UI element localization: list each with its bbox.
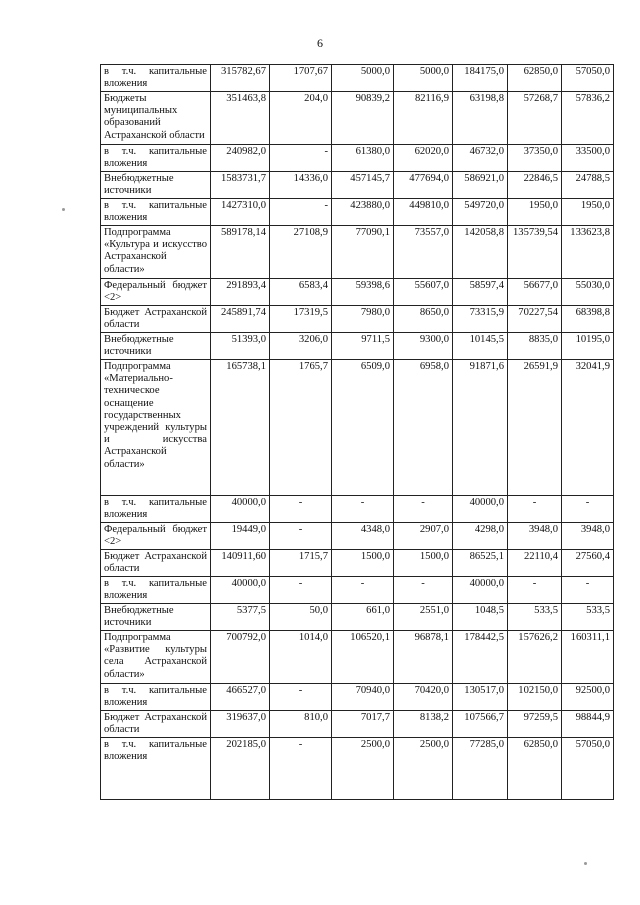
cell-value: 661,0 — [332, 604, 394, 631]
cell-value: 40000,0 — [453, 496, 508, 523]
row-label: в т.ч. капитальные вложения — [101, 738, 211, 800]
cell-value: 17319,5 — [270, 306, 332, 333]
cell-value: 204,0 — [270, 92, 332, 145]
cell-value: 33500,0 — [562, 145, 614, 172]
cell-value: 61380,0 — [332, 145, 394, 172]
table-row — [101, 550, 614, 577]
cell-value: 77285,0 — [453, 738, 508, 800]
table-row — [101, 738, 614, 800]
row-label: в т.ч. капитальные вложения — [101, 65, 211, 92]
cell-value: 1500,0 — [332, 550, 394, 577]
cell-total: 466527,0 — [211, 684, 270, 711]
cell-value: 10145,5 — [453, 333, 508, 360]
cell-total: 240982,0 — [211, 145, 270, 172]
row-label: Подпрограмма «Культура и искусство Астраханской области» — [101, 226, 211, 279]
table-row — [101, 523, 614, 550]
cell-value: 22846,5 — [508, 172, 562, 199]
cell-value: - — [270, 738, 332, 800]
row-label: Бюджет Астраханской области — [101, 306, 211, 333]
cell-value: 40000,0 — [453, 577, 508, 604]
cell-value: 160311,1 — [562, 631, 614, 684]
row-label: Внебюджетные источники — [101, 333, 211, 360]
row-label: в т.ч. капитальные вложения — [101, 199, 211, 226]
cell-value: 27560,4 — [562, 550, 614, 577]
row-label: Федеральный бюджет <2> — [101, 523, 211, 550]
table-row — [101, 279, 614, 306]
cell-value: 92500,0 — [562, 684, 614, 711]
table-row — [101, 172, 614, 199]
cell-value: 56677,0 — [508, 279, 562, 306]
cell-value: 533,5 — [508, 604, 562, 631]
cell-value: 8650,0 — [394, 306, 453, 333]
row-label: Бюджеты муниципальных образований Астраханской области — [101, 92, 211, 145]
cell-value: 73557,0 — [394, 226, 453, 279]
cell-value: 37350,0 — [508, 145, 562, 172]
cell-value: 55607,0 — [394, 279, 453, 306]
cell-value: 70420,0 — [394, 684, 453, 711]
cell-value: 135739,54 — [508, 226, 562, 279]
cell-value: 90839,2 — [332, 92, 394, 145]
cell-value: - — [270, 496, 332, 523]
scan-speck — [584, 862, 587, 865]
cell-value: - — [332, 577, 394, 604]
table-row — [101, 360, 614, 496]
cell-value: 477694,0 — [394, 172, 453, 199]
table-row — [101, 92, 614, 145]
cell-value: 57050,0 — [562, 738, 614, 800]
cell-value: 449810,0 — [394, 199, 453, 226]
cell-value: - — [270, 145, 332, 172]
cell-total: 1427310,0 — [211, 199, 270, 226]
cell-total: 315782,67 — [211, 65, 270, 92]
cell-value: 1707,67 — [270, 65, 332, 92]
cell-value: 4348,0 — [332, 523, 394, 550]
cell-value: - — [508, 577, 562, 604]
cell-value: 2907,0 — [394, 523, 453, 550]
table-row — [101, 604, 614, 631]
cell-value: 810,0 — [270, 711, 332, 738]
cell-value: 106520,1 — [332, 631, 394, 684]
cell-value: 3948,0 — [508, 523, 562, 550]
cell-value: 157626,2 — [508, 631, 562, 684]
cell-value: 1950,0 — [562, 199, 614, 226]
table-row — [101, 631, 614, 684]
cell-value: - — [394, 496, 453, 523]
cell-value: 184175,0 — [453, 65, 508, 92]
cell-value: 57268,7 — [508, 92, 562, 145]
cell-value: 107566,7 — [453, 711, 508, 738]
cell-value: 7017,7 — [332, 711, 394, 738]
cell-value: 14336,0 — [270, 172, 332, 199]
cell-value: 96878,1 — [394, 631, 453, 684]
row-label: Федеральный бюджет <2> — [101, 279, 211, 306]
cell-value: 457145,7 — [332, 172, 394, 199]
cell-value: 533,5 — [562, 604, 614, 631]
page-number: 6 — [317, 36, 323, 50]
cell-value: 8835,0 — [508, 333, 562, 360]
cell-total: 19449,0 — [211, 523, 270, 550]
cell-total: 351463,8 — [211, 92, 270, 145]
row-label: Внебюджетные источники — [101, 604, 211, 631]
cell-value: 98844,9 — [562, 711, 614, 738]
table-row — [101, 145, 614, 172]
cell-total: 40000,0 — [211, 577, 270, 604]
cell-value: 58597,4 — [453, 279, 508, 306]
table-row — [101, 684, 614, 711]
row-label: Бюджет Астраханской области — [101, 550, 211, 577]
cell-value: 130517,0 — [453, 684, 508, 711]
table-row — [101, 496, 614, 523]
cell-total: 245891,74 — [211, 306, 270, 333]
cell-value: 9711,5 — [332, 333, 394, 360]
scan-speck — [62, 208, 65, 211]
budget-table — [100, 64, 614, 800]
cell-value: 102150,0 — [508, 684, 562, 711]
cell-value: 7980,0 — [332, 306, 394, 333]
cell-value: 59398,6 — [332, 279, 394, 306]
table-row — [101, 306, 614, 333]
cell-value: - — [270, 577, 332, 604]
cell-value: 1765,7 — [270, 360, 332, 496]
cell-value: 8138,2 — [394, 711, 453, 738]
cell-value: 133623,8 — [562, 226, 614, 279]
table-row — [101, 226, 614, 279]
cell-value: - — [562, 496, 614, 523]
cell-value: 5000,0 — [332, 65, 394, 92]
cell-value: 6583,4 — [270, 279, 332, 306]
cell-value: 73315,9 — [453, 306, 508, 333]
cell-value: 9300,0 — [394, 333, 453, 360]
cell-value: 26591,9 — [508, 360, 562, 496]
cell-total: 202185,0 — [211, 738, 270, 800]
cell-total: 51393,0 — [211, 333, 270, 360]
cell-value: - — [562, 577, 614, 604]
cell-value: 1014,0 — [270, 631, 332, 684]
cell-value: 3206,0 — [270, 333, 332, 360]
cell-value: 1715,7 — [270, 550, 332, 577]
cell-value: 63198,8 — [453, 92, 508, 145]
cell-value: 6509,0 — [332, 360, 394, 496]
cell-value: - — [332, 496, 394, 523]
cell-value: 91871,6 — [453, 360, 508, 496]
cell-value: 2551,0 — [394, 604, 453, 631]
cell-value: 423880,0 — [332, 199, 394, 226]
cell-value: 55030,0 — [562, 279, 614, 306]
cell-value: 27108,9 — [270, 226, 332, 279]
cell-total: 291893,4 — [211, 279, 270, 306]
cell-value: 142058,8 — [453, 226, 508, 279]
cell-value: 82116,9 — [394, 92, 453, 145]
cell-total: 700792,0 — [211, 631, 270, 684]
cell-value: 50,0 — [270, 604, 332, 631]
cell-value: 22110,4 — [508, 550, 562, 577]
cell-value: - — [508, 496, 562, 523]
cell-value: 62850,0 — [508, 738, 562, 800]
cell-value: 68398,8 — [562, 306, 614, 333]
cell-value: 549720,0 — [453, 199, 508, 226]
row-label: Внебюджетные источники — [101, 172, 211, 199]
cell-value: 70940,0 — [332, 684, 394, 711]
cell-value: 5000,0 — [394, 65, 453, 92]
cell-value: 10195,0 — [562, 333, 614, 360]
cell-value: 70227,54 — [508, 306, 562, 333]
cell-value: - — [270, 199, 332, 226]
table-row — [101, 65, 614, 92]
table-row — [101, 199, 614, 226]
cell-value: 3948,0 — [562, 523, 614, 550]
cell-value: - — [270, 523, 332, 550]
cell-value: 62020,0 — [394, 145, 453, 172]
cell-value: - — [270, 684, 332, 711]
row-label: Подпрограмма «Развитие культуры села Астраханской области» — [101, 631, 211, 684]
row-label: в т.ч. капитальные вложения — [101, 145, 211, 172]
cell-value: 1950,0 — [508, 199, 562, 226]
cell-total: 5377,5 — [211, 604, 270, 631]
cell-value: 24788,5 — [562, 172, 614, 199]
row-label: в т.ч. капитальные вложения — [101, 577, 211, 604]
table-row — [101, 577, 614, 604]
cell-value: 6958,0 — [394, 360, 453, 496]
cell-total: 1583731,7 — [211, 172, 270, 199]
row-label: в т.ч. капитальные вложения — [101, 496, 211, 523]
cell-value: 97259,5 — [508, 711, 562, 738]
cell-total: 319637,0 — [211, 711, 270, 738]
row-label: Бюджет Астраханской области — [101, 711, 211, 738]
cell-total: 40000,0 — [211, 496, 270, 523]
cell-value: 32041,9 — [562, 360, 614, 496]
cell-value: 62850,0 — [508, 65, 562, 92]
cell-total: 589178,14 — [211, 226, 270, 279]
cell-value: 586921,0 — [453, 172, 508, 199]
cell-total: 165738,1 — [211, 360, 270, 496]
cell-value: 4298,0 — [453, 523, 508, 550]
table-row — [101, 333, 614, 360]
cell-value: 1048,5 — [453, 604, 508, 631]
cell-value: - — [394, 577, 453, 604]
cell-value: 178442,5 — [453, 631, 508, 684]
cell-value: 77090,1 — [332, 226, 394, 279]
cell-value: 57050,0 — [562, 65, 614, 92]
cell-value: 2500,0 — [394, 738, 453, 800]
cell-value: 2500,0 — [332, 738, 394, 800]
cell-total: 140911,60 — [211, 550, 270, 577]
row-label: Подпрограмма «Материально-техническое оснащение государственных учреждений культуры и искусства Астраханской области» — [101, 360, 211, 496]
cell-value: 1500,0 — [394, 550, 453, 577]
row-label: в т.ч. капитальные вложения — [101, 684, 211, 711]
cell-value: 57836,2 — [562, 92, 614, 145]
cell-value: 46732,0 — [453, 145, 508, 172]
table-row — [101, 711, 614, 738]
cell-value: 86525,1 — [453, 550, 508, 577]
